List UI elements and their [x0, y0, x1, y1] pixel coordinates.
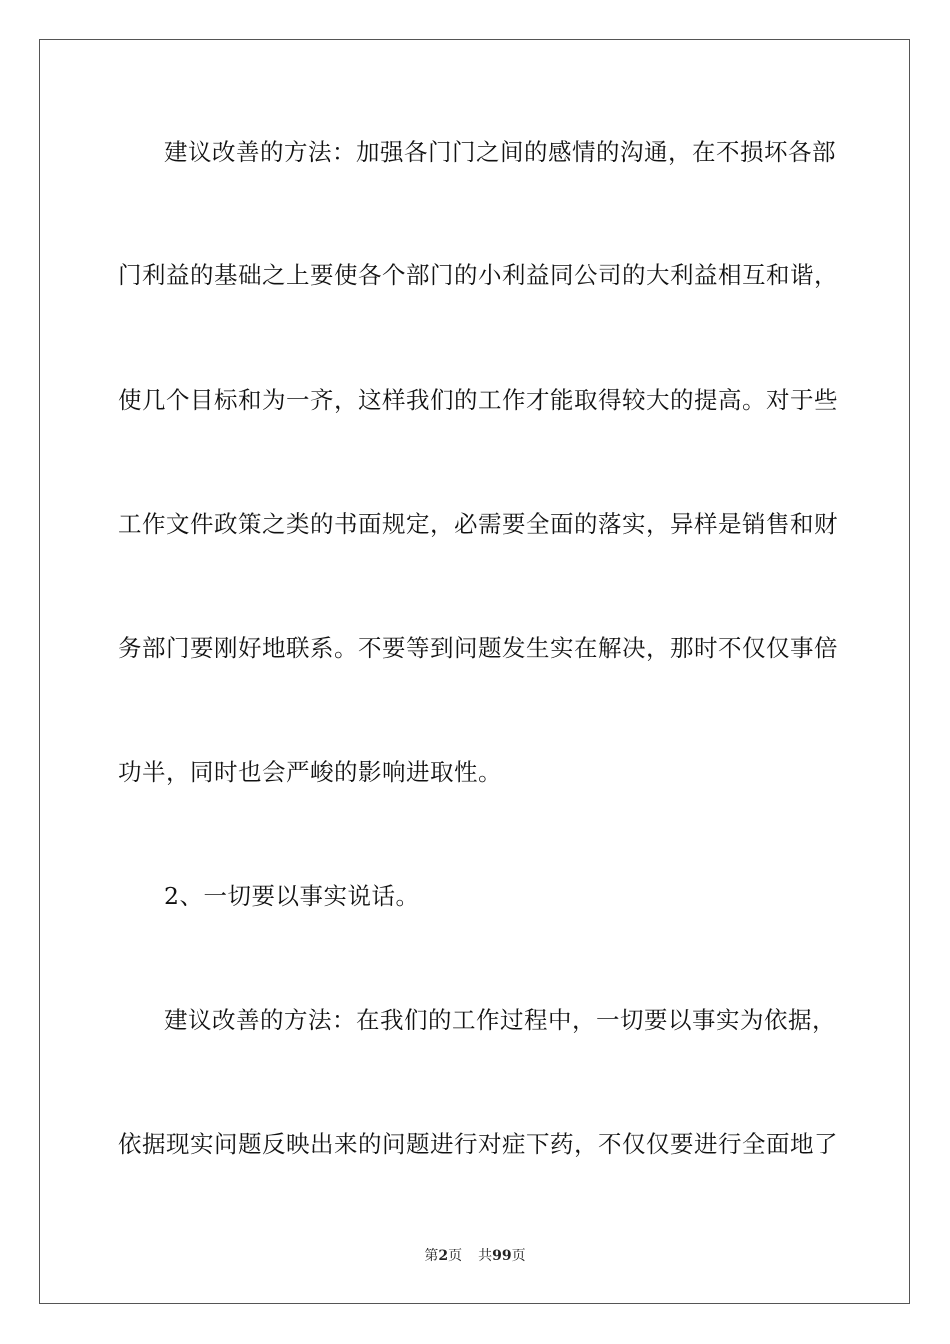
paragraph-line: 使几个目标和为一齐，这样我们的工作才能取得较大的提高。对于些 [118, 386, 838, 414]
paragraph-line: 门利益的基础之上要使各个部门的小利益同公司的大利益相互和谐， [118, 261, 838, 289]
paragraph-line: 务部门要刚好地联系。不要等到问题发生实在解决，那时不仅仅事倍 [118, 634, 838, 662]
page-border [39, 39, 910, 1304]
section-heading: 2、一切要以事实说话。 [164, 882, 420, 910]
paragraph-line: 依据现实问题反映出来的问题进行对症下药，不仅仅要进行全面地了 [118, 1130, 838, 1158]
page-number: 2 [438, 1248, 449, 1264]
page-footer [0, 1246, 950, 1266]
page-label-suffix: 页 [448, 1248, 463, 1264]
total-label-suffix: 页 [511, 1248, 526, 1264]
total-label-prefix: 共 [478, 1248, 493, 1264]
total-pages: 99 [492, 1248, 512, 1264]
paragraph-line: 功半，同时也会严峻的影响进取性。 [118, 758, 502, 786]
paragraph-line: 建议改善的方法：在我们的工作过程中，一切要以事实为依据， [164, 1006, 836, 1034]
page-label-prefix: 第 [424, 1248, 439, 1264]
paragraph-line: 建议改善的方法：加强各门门之间的感情的沟通，在不损坏各部 [164, 138, 836, 166]
paragraph-line: 工作文件政策之类的书面规定，必需要全面的落实，异样是销售和财 [118, 510, 838, 538]
